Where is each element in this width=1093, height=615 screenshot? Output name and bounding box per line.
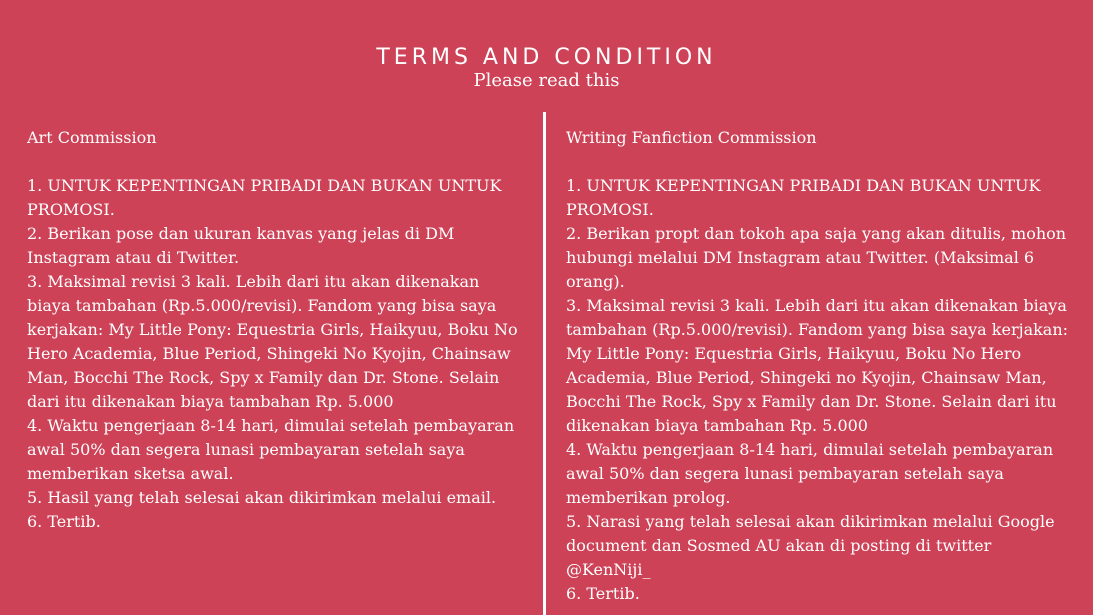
art-term-item: 2. Berikan pose dan ukuran kanvas yang jelas di DM Instagram atau di Twitter. <box>27 224 455 267</box>
writing-commission-heading: Writing Fanfiction Commission <box>566 128 817 147</box>
writing-commission-terms <box>566 174 1076 606</box>
art-commission-terms <box>27 174 527 534</box>
writing-term-item: 2. Berikan propt dan tokoh apa saja yang akan ditulis, mohon hubungi melalui DM Instagram atau Twitter. (Maksimal 6 orang). <box>566 224 1067 291</box>
art-term-item: 5. Hasil yang telah selesai akan dikirimkan melalui email. <box>27 488 497 507</box>
page-title: TERMS AND CONDITION <box>376 44 717 70</box>
writing-term-item: 4. Waktu pengerjaan 8-14 hari, dimulai setelah pembayaran awal 50% dan segera lunasi pembayaran setelah saya memberikan prolog. <box>566 440 1054 507</box>
art-term-item: 3. Maksimal revisi 3 kali. Lebih dari itu akan dikenakan biaya tambahan (Rp.5.000/revisi). Fandom yang bisa saya kerjakan: My Little Pony: Equestria Girls, Haikyuu, Boku No Hero Academia, Blue Period, Shingeki No Kyojin, Chainsaw Man, Bocchi The Rock, Spy x Family dan Dr. Stone. Selain dari itu dikenakan biaya tambahan Rp. 5.000 <box>27 272 518 411</box>
column-divider <box>543 112 546 615</box>
writing-term-item: 6. Tertib. <box>566 584 640 603</box>
writing-term-item: 3. Maksimal revisi 3 kali. Lebih dari itu akan dikenakan biaya tambahan (Rp.5.000/revisi). Fandom yang bisa saya kerjakan: My Little Pony: Equestria Girls, Haikyuu, Boku No Hero Academia, Blue Period, Shingeki no Kyojin, Chainsaw Man, Bocchi The Rock, Spy x Family dan Dr. Stone. Selain dari itu dikenakan biaya tambahan Rp. 5.000 <box>566 296 1069 435</box>
page-subtitle: Please read this <box>473 70 620 91</box>
art-term-item: 4. Waktu pengerjaan 8-14 hari, dimulai setelah pembayaran awal 50% dan segera lunasi pembayaran setelah saya memberikan sketsa awal. <box>27 416 515 483</box>
art-term-item: 1. UNTUK KEPENTINGAN PRIBADI DAN BUKAN UNTUK PROMOSI. <box>27 176 502 219</box>
writing-term-item: 1. UNTUK KEPENTINGAN PRIBADI DAN BUKAN UNTUK PROMOSI. <box>566 176 1041 219</box>
writing-commission-column <box>566 126 1076 606</box>
writing-term-item: 5. Narasi yang telah selesai akan dikirimkan melalui Google document dan Sosmed AU akan di posting di twitter @KenNiji_ <box>566 512 1055 579</box>
art-term-item: 6. Tertib. <box>27 512 101 531</box>
art-commission-column <box>27 126 527 534</box>
art-commission-heading: Art Commission <box>27 128 157 147</box>
